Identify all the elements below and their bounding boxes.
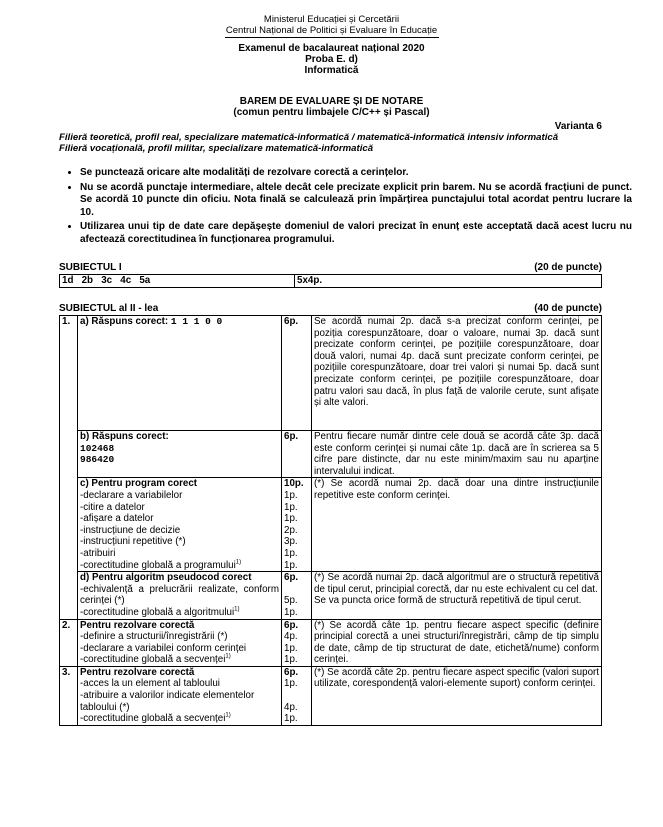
q1d-item-2: -corectitudine globală a algoritmului [80, 606, 235, 618]
q1a-answer: 1 1 1 0 0 [170, 316, 223, 327]
filiera-line-1: Filieră teoretică, profil real, specializare matematică-informatică / matematică-informatică intensiv informatică [59, 132, 559, 143]
q1a-points: 6p. [282, 316, 312, 431]
footnote-mark: 1) [234, 606, 240, 613]
subject-name: Informatică [304, 65, 359, 76]
grading-rules [60, 167, 632, 248]
filiera-line-2: Filieră vocațională, profil militar, specializare matematică-informatică [59, 143, 374, 154]
section-2-table [59, 315, 602, 726]
q3-total: 6p. [284, 666, 299, 678]
variant-label: Varianta 6 [554, 121, 602, 132]
q2-item-3: -corectitudine globală a secvenței [80, 654, 226, 666]
footnote-mark: 1) [225, 654, 231, 661]
q1c-item: -corectitudine globală a programului [80, 559, 236, 571]
q1c-item: -declarare a variabilelor [80, 489, 183, 501]
q1c-item: -afișare a datelor [80, 513, 154, 525]
q1d-item-1: -echivalență a prelucrării realizate, conform cerinței (*) [80, 583, 279, 607]
q1c-item-points: 1p. [284, 559, 298, 571]
q1d-total: 6p. [284, 572, 299, 584]
footnote-mark: 1) [225, 712, 231, 719]
item-number: 2. [60, 619, 78, 666]
section-1-heading [59, 262, 602, 273]
q2-item-1: -definire a structurii/înregistrării (*) [80, 631, 228, 643]
rule-item: • Utilizarea unui tip de date care depășește domeniul de valori precizat în enunț este acceptată dacă acest lucru nu afectează corectitudinea în funcționarea programului. [80, 221, 632, 246]
table-row [60, 666, 602, 725]
barem-title: BAREM DE EVALUARE ȘI DE NOTARE [239, 96, 424, 107]
barem-subtitle: (comun pentru limbajele C/C++ și Pascal) [233, 107, 430, 118]
item-number: 1. [60, 316, 78, 620]
table-row [60, 316, 602, 431]
q1d-note-1: (*) Se acordă numai 2p. dacă algoritmul are o structură repetitivă de tipul cerut, principial corectă, dar nu este echivalent cu cel dat. [314, 572, 599, 595]
section-1-answers: 1d 2b 3c 4c 5a [60, 275, 295, 288]
footnote-mark: 1) [235, 559, 242, 566]
q1b-value-2: 986420 [80, 454, 115, 466]
table-row [60, 619, 602, 666]
q1c-item-points: 1p. [284, 489, 298, 501]
item-number: 3. [60, 666, 78, 725]
q1c-item-points: 1p. [284, 513, 298, 525]
exam-title: Examenul de bacalaureat național 2020 [238, 43, 425, 54]
q3-item-2: -atribuire a valorilor indicate elementelor tabloului (*) [80, 690, 255, 713]
q1a-label: a) Răspuns corect: [80, 316, 171, 327]
section-1-score: 5x4p. [295, 275, 602, 288]
ministry-name: Ministerul Educației și Cercetării [263, 14, 400, 25]
q1b-label: b) Răspuns corect: [80, 431, 169, 442]
section-2-heading [59, 303, 602, 314]
q1b-value-1: 102468 [80, 442, 115, 454]
q2-item-1-points: 4p. [284, 631, 298, 643]
q2-total: 6p. [284, 619, 299, 631]
q1c-item: -instrucțiune de decizie [80, 524, 181, 536]
section-2-points: (40 de puncte) [534, 303, 602, 314]
q1c-note: (*) Se acordă numai 2p. dacă doar una dintre instrucțiunile repetitive este conform cerinței. [312, 478, 602, 572]
table-row [60, 572, 602, 619]
q1c-item-points: 1p. [284, 501, 298, 513]
q1d-item-1-points: 5p. [284, 595, 298, 607]
q1c-item: -instrucțiuni repetitive (*) [80, 536, 186, 548]
q1c-total: 10p. [284, 478, 304, 490]
q1d-label: d) Pentru algoritm pseudocod corect [80, 572, 252, 584]
table-row [60, 478, 602, 572]
q1d-note-2: Se va puncta orice formă de structură repetitivă de tipul cerut. [314, 595, 582, 607]
section-1-table [59, 274, 602, 288]
rule-item: • Se punctează oricare alte modalități de rezolvare corectă a cerințelor. [80, 167, 632, 180]
q1c-item-points: 2p. [284, 524, 298, 536]
q1b-note: Pentru fiecare număr dintre cele două se acordă câte 3p. dacă este conform cerinței și numai câte 1p. dacă are în scrierea sa 5 cifre pare distincte, dar nu este minim/maxim sau nu aparține intervalului indicat. [312, 431, 602, 478]
table-row [60, 431, 602, 478]
proba: Proba E. d) [305, 54, 358, 65]
q3-item-2-points: 4p. [284, 701, 298, 713]
header-divider [225, 37, 439, 38]
q1c-label: c) Pentru program corect [80, 478, 198, 490]
q1d-item-2-points: 1p. [284, 606, 298, 618]
center-name: Centrul Național de Politici și Evaluare în Educație [225, 25, 438, 36]
q1c-item-points: 1p. [284, 547, 298, 559]
q2-note: (*) Se acordă câte 1p. pentru fiecare aspect specific (definire principial corectă a unei structuri/înregistrări, câmp de tip simplu de date, câmp de tip structurat de date, etichetă/nume) conform cerinței. [312, 619, 602, 666]
rule-item: • Nu se acordă punctaje intermediare, altele decât cele precizate explicit prin barem. Nu se acordă fracțiuni de punct. Se acordă 10 puncte din oficiu. Nota finală se calculează prin împărțirea punctajului total acordat pentru lucrare la 10. [80, 182, 632, 220]
q3-item-3-points: 1p. [284, 713, 298, 725]
section-2-title: SUBIECTUL al II - lea [59, 303, 159, 314]
q1c-item: -atribuiri [80, 547, 116, 559]
q1b-points: 6p. [282, 431, 312, 478]
q1c-item: -citire a datelor [80, 501, 145, 513]
q2-item-3-points: 1p. [284, 654, 298, 666]
q3-item-3: -corectitudine globală a secvenței [80, 713, 226, 725]
q1c-item-points: 3p. [284, 536, 298, 548]
q2-item-2-points: 1p. [284, 642, 298, 654]
section-1-points: (20 de puncte) [534, 262, 602, 273]
section-1-title: SUBIECTUL I [59, 262, 122, 273]
q3-item-1: -acces la un element al tabloului [80, 678, 220, 690]
q1a-note: Se acordă numai 2p. dacă s-a precizat conform cerinței, pe poziția corespunzătoare, doar o valoare, numai 3p. dacă sunt precizate conform cerinței, pe pozițiile corespunzătoare, doar două valori, numai 4p. dacă sunt precizate conform cerinței, pe pozițiile corespunzătoare, doar trei valori și numai 5p. dacă sunt precizate conform cerinței, pe pozițiile corespunzătoare, doar patru valori sau dacă, în plus față de valorile cerute, sunt afișate și alte valori. [312, 316, 602, 431]
q3-item-1-points: 1p. [284, 678, 298, 690]
q3-note: (*) Se acordă câte 2p. pentru fiecare aspect specific (valori suport utilizate, corespondență valori-elemente suport) conform cerinței. [312, 666, 602, 725]
q2-item-2: -declarare a variabilei conform cerinței [80, 642, 247, 654]
q2-label: Pentru rezolvare corectă [80, 619, 195, 631]
q3-label: Pentru rezolvare corectă [80, 666, 195, 678]
